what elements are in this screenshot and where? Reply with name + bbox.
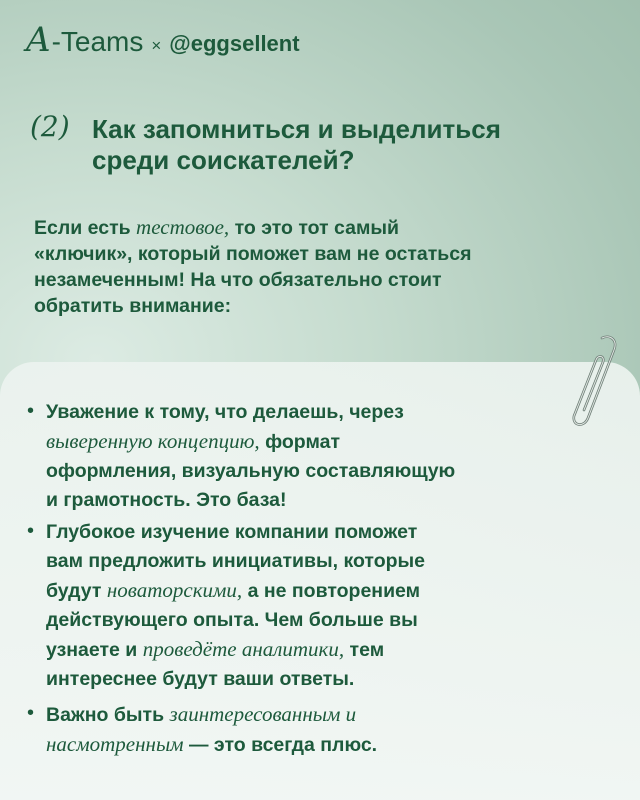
item-line: Глубокое изучение компании поможет (46, 521, 418, 543)
brand-logo-mark: A (26, 20, 51, 60)
intro-line: обратить внимание: (34, 295, 232, 317)
intro-paragraph (34, 214, 594, 319)
item-text: тем (344, 639, 385, 661)
intro-text: то это тот самый (229, 217, 400, 239)
intro-line: незамеченным! На что обязательно стоит (34, 269, 442, 291)
item-text: формат (259, 431, 341, 453)
item-text: а не повторением (242, 580, 421, 602)
item-line: действующего опыта. Чем больше вы (46, 609, 418, 631)
list-item-text (46, 700, 606, 760)
item-line: оформления, визуальную составляющую (46, 460, 456, 482)
item-line (46, 576, 606, 606)
item-line: интереснее будут ваши ответы. (46, 668, 355, 690)
item-line (46, 700, 606, 730)
item-line: вам предложить инициативы, которые (46, 550, 426, 572)
heading-line: Как запомниться и выделиться (92, 114, 501, 144)
item-italic: насмотренным (46, 732, 184, 756)
brand-separator: × (151, 36, 162, 55)
intro-italic: тестовое, (136, 215, 230, 239)
heading-number: (2) (30, 110, 70, 143)
brand-handle: @eggsellent (169, 31, 300, 56)
item-italic: новаторскими, (106, 578, 243, 602)
brand-name: -Teams (51, 26, 144, 57)
item-text: — это всегда плюс. (183, 734, 378, 756)
bullet: • (27, 702, 35, 724)
heading-line: среди соискателей? (92, 145, 355, 175)
item-italic: проведёте аналитики, (142, 637, 345, 661)
item-text: будут (46, 580, 107, 602)
item-italic: заинтересованным и (169, 702, 357, 726)
bullet: • (27, 400, 35, 422)
item-text: узнаете и (46, 639, 143, 661)
item-line (46, 635, 606, 665)
list-item-text (46, 518, 606, 694)
intro-line (34, 214, 594, 241)
heading-title (92, 114, 612, 176)
item-italic: выверенную концепцию, (46, 429, 260, 453)
item-line: Уважение к тому, что делаешь, через (46, 401, 404, 423)
brand-header (26, 20, 300, 60)
bullet: • (27, 520, 35, 542)
list-item-text (46, 398, 606, 515)
item-line: и грамотность. Это база! (46, 489, 287, 511)
intro-text: Если есть (34, 217, 137, 239)
item-text: Важно быть (46, 704, 170, 726)
intro-line: «ключик», который поможет вам не остаться (34, 243, 472, 265)
item-line (46, 730, 606, 760)
item-line (46, 427, 606, 457)
